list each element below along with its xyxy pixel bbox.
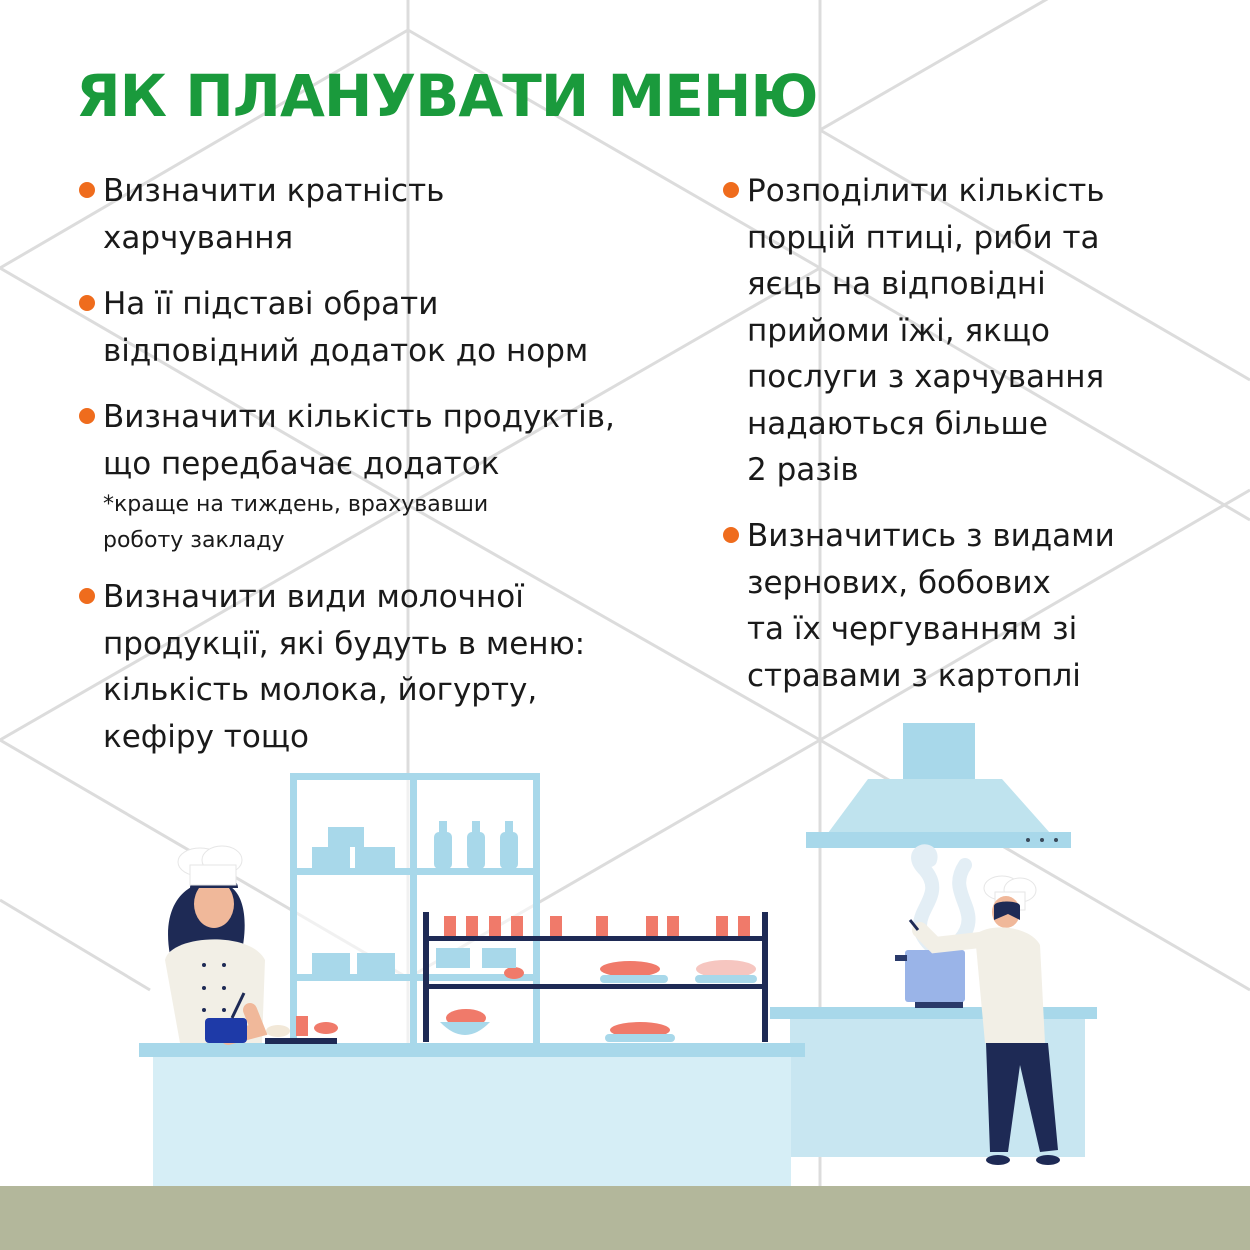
step-text-line: стравами з картоплі: [747, 657, 1081, 694]
bullet-icon: [79, 588, 95, 604]
cooking-pot-icon: [895, 950, 965, 1008]
step-text-line: продукції, які будуть в меню:: [103, 625, 586, 662]
step-text-line: послуги з харчування: [747, 359, 1105, 395]
step-text-line: надаються більше: [747, 405, 1048, 442]
step-item: [76, 281, 676, 394]
step-text-line: прийоми їжі, якщо: [747, 312, 1050, 349]
bullet-icon: [79, 295, 95, 311]
menu-steps-left-column: [76, 168, 676, 760]
milk-bottle-icon: [434, 821, 518, 869]
front-counter: [153, 1057, 791, 1187]
step-text-line: кількість молока, йогурту,: [103, 672, 538, 708]
step-text-line: відповідний додаток до норм: [103, 332, 589, 369]
bullet-icon: [79, 182, 95, 198]
step-footnote: роботу закладу: [103, 528, 285, 553]
step-text-line: порцій птиці, риби та: [747, 219, 1100, 256]
step-text-line: Визначити кількість продуктів,: [103, 399, 615, 435]
step-text-line: Визначити кратність: [103, 173, 445, 209]
floor-band: [0, 1186, 1250, 1250]
step-item: [76, 168, 676, 281]
shelf-unit-icon: [290, 773, 540, 1048]
step-text-line: що передбачає додаток: [103, 445, 500, 482]
step-item: [720, 513, 1200, 699]
menu-steps-right-column: [720, 168, 1200, 699]
front-counter-top: [139, 1043, 805, 1057]
range-hood-icon: [806, 723, 1071, 848]
step-item: [720, 168, 1200, 513]
back-counter-top: [770, 1007, 1097, 1019]
step-text-line: 2 разів: [747, 452, 859, 488]
step-text-line: Визначитись з видами: [747, 518, 1115, 554]
chef-woman-icon: [165, 846, 265, 1043]
step-text-line: яєць на відповідні: [747, 266, 1046, 302]
bullet-icon: [723, 527, 739, 543]
bullet-icon: [723, 182, 739, 198]
step-text-line: харчування: [103, 219, 294, 256]
step-text-line: Визначити види молочної: [103, 579, 524, 615]
step-text-line: кефіру тощо: [103, 718, 309, 755]
kitchen-illustration: [0, 700, 1250, 1200]
step-text-line: та їх чергуванням зі: [747, 611, 1078, 647]
step-text-line: На її підставі обрати: [103, 286, 439, 322]
step-text-line: Розподілити кількість: [747, 173, 1105, 209]
step-footnote: *краще на тиждень, врахувавши: [103, 492, 489, 517]
page-title: ЯК ПЛАНУВАТИ МЕНЮ: [76, 62, 818, 130]
step-text-line: зернових, бобових: [747, 564, 1051, 601]
bullet-icon: [79, 408, 95, 424]
step-item: [76, 394, 676, 574]
